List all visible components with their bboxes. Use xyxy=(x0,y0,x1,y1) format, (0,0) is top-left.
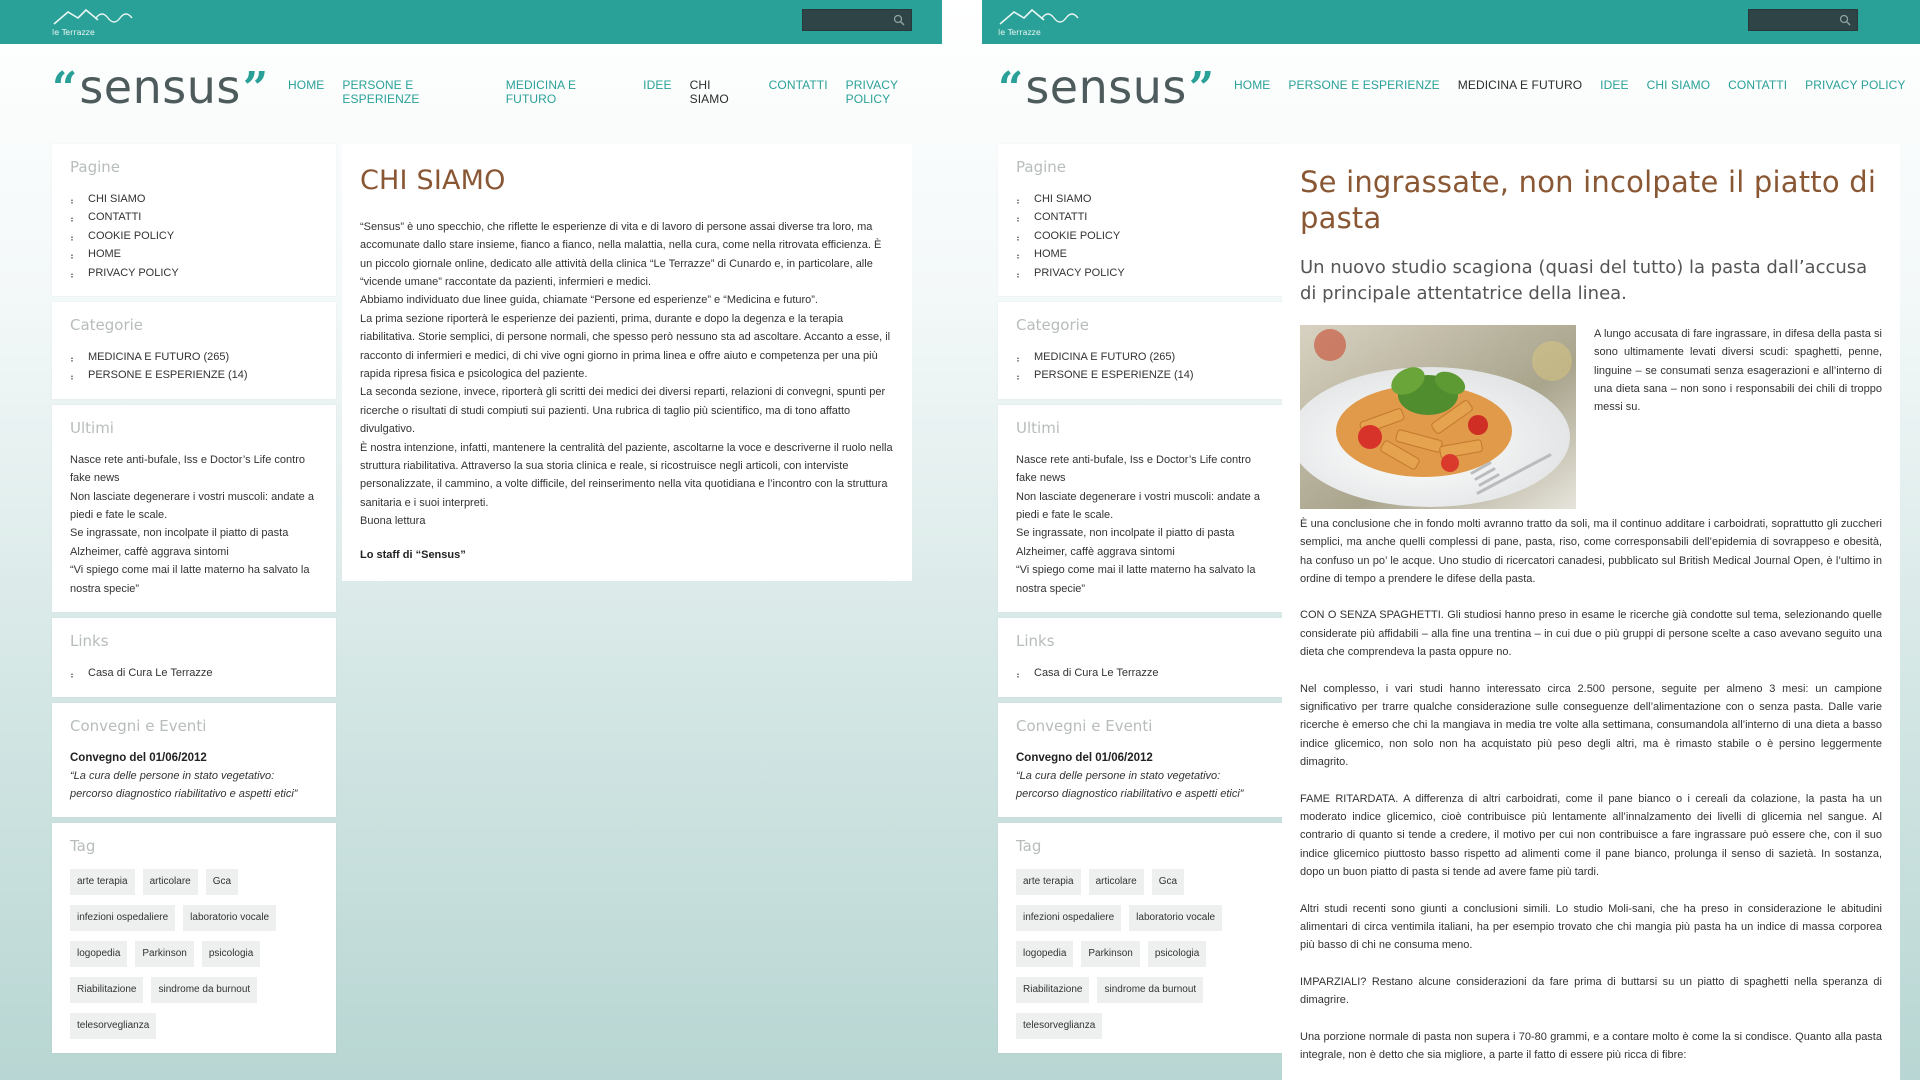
category-link[interactable]: ⠆ MEDICINA E FUTURO (265) xyxy=(70,348,318,366)
logo-close-quote: ” xyxy=(242,63,269,114)
sensus-logo[interactable] xyxy=(998,60,1215,116)
sidebar xyxy=(998,144,1282,1059)
tag-link[interactable]: psicologia xyxy=(1148,941,1206,967)
search-input[interactable] xyxy=(803,11,889,31)
le-terrazze-logo[interactable] xyxy=(52,6,142,40)
main-nav xyxy=(1234,78,1906,92)
tag-link[interactable]: Gca xyxy=(1152,869,1184,895)
bullet-icon: ⠆ xyxy=(70,214,77,225)
le-terrazze-logo[interactable] xyxy=(998,6,1088,40)
tag-link[interactable]: sindrome da burnout xyxy=(1097,977,1203,1003)
tag-link[interactable]: infezioni ospedaliere xyxy=(1016,905,1121,931)
recent-post-link[interactable]: Se ingrassate, non incolpate il piatto di pasta xyxy=(1016,527,1235,540)
events-widget xyxy=(52,703,336,817)
logo-open-quote: “ xyxy=(998,63,1024,114)
right-page-panel xyxy=(982,0,1920,1080)
tag-link[interactable]: laboratorio vocale xyxy=(1129,905,1222,931)
article-content xyxy=(1282,144,1900,1080)
events-widget xyxy=(998,703,1282,817)
links-widget xyxy=(52,618,336,696)
mountain-logo-icon xyxy=(52,6,142,28)
tag-link[interactable]: infezioni ospedaliere xyxy=(70,905,175,931)
tag-link[interactable]: Riabilitazione xyxy=(70,977,143,1003)
tag-link[interactable]: Parkinson xyxy=(1081,941,1139,967)
tag-link[interactable]: logopedia xyxy=(1016,941,1073,967)
tag-link[interactable]: arte terapia xyxy=(70,869,135,895)
nav-persone-e-esperienze[interactable]: PERSONE E ESPERIENZE xyxy=(342,78,420,106)
logo-word: sensus xyxy=(1025,60,1187,114)
pages-widget xyxy=(52,144,336,296)
page-link[interactable]: ⠆ COOKIE POLICY xyxy=(70,227,318,245)
nav-contatti[interactable]: CONTATTI xyxy=(768,78,828,92)
recent-post-link[interactable]: Se ingrassate, non incolpate il piatto di pasta xyxy=(70,527,289,540)
bullet-icon: ⠆ xyxy=(70,269,77,280)
top-bar xyxy=(982,0,1920,44)
top-logo-text: le Terrazze xyxy=(52,28,95,37)
nav-chi-siamo[interactable]: CHI SIAMO xyxy=(1646,78,1711,92)
pages-widget xyxy=(998,144,1282,296)
bullet-icon: ⠆ xyxy=(1016,232,1023,243)
search-icon[interactable] xyxy=(893,14,905,26)
recent-post-link[interactable]: Alzheimer, caffè aggrava sintomi xyxy=(1016,545,1175,558)
nav-idee[interactable]: IDEE xyxy=(643,78,672,92)
tag-link[interactable]: Gca xyxy=(206,869,238,895)
tag-link[interactable]: arte terapia xyxy=(1016,869,1081,895)
tag-link[interactable]: articolare xyxy=(143,869,198,895)
nav-privacy-policy[interactable]: PRIVACY POLICY xyxy=(1805,78,1906,92)
links-title: Links xyxy=(70,632,109,651)
mountain-logo-icon xyxy=(998,6,1088,28)
page-link[interactable]: ⠆ PRIVACY POLICY xyxy=(70,264,318,282)
event-description: “La cura delle persone in stato vegetativo: percorso diagnostico riabilitativo e aspetti etici” xyxy=(1016,769,1244,800)
recent-widget xyxy=(998,405,1282,612)
sensus-logo[interactable] xyxy=(52,60,269,116)
top-logo-text: le Terrazze xyxy=(998,28,1041,37)
categories-title: Categorie xyxy=(70,316,144,335)
page-link[interactable]: ⠆ CONTATTI xyxy=(70,208,318,226)
about-content xyxy=(342,144,912,581)
article-subtitle: Un nuovo studio scagiona (quasi del tutto) la pasta dall’accusa di principale attentatrice della linea. xyxy=(1300,256,1868,304)
article-paragraph: CON O SENZA SPAGHETTI. Gli studiosi hanno preso in esame le ricerche già condotte sul tema, selezionando quelle considerate più affidabili – alla fine una trentina – in cui due o più gruppi di persone scelte a caso avevano seguito una dieta che comprendeva la pasta oppure no. xyxy=(1300,609,1882,659)
tag-link[interactable]: psicologia xyxy=(202,941,260,967)
event-name[interactable]: Convegno del 01/06/2012 xyxy=(1016,751,1153,764)
bullet-icon: ⠆ xyxy=(1016,269,1023,280)
recent-post-link[interactable]: Nasce rete anti-bufale, Iss e Doctor’s Life contro fake news xyxy=(70,453,305,485)
events-title: Convegni e Eventi xyxy=(1016,716,1153,735)
nav-idee[interactable]: IDEE xyxy=(1600,78,1629,92)
page-link[interactable]: ⠆ CHI SIAMO xyxy=(70,190,318,208)
top-bar xyxy=(0,0,942,44)
tag-link[interactable]: telesorveglianza xyxy=(70,1013,156,1039)
main-nav xyxy=(288,78,942,106)
recent-post-link[interactable]: Non lasciate degenerare i vostri muscoli: andate a piedi e fate le scale. xyxy=(70,490,314,522)
tag-link[interactable]: Riabilitazione xyxy=(1016,977,1089,1003)
article-paragraph: È una conclusione che in fondo molti avranno tratto da soli, ma il continuo additare i carboidrati, soprattutto gli zuccheri semplici, ma anche quelli complessi di pane, pasta, riso, come corresponsabili dell’epidemia di sovrappeso e obesità, ha confuso un po’ le acque. Uno studio di ricercatori canadesi, pubblicato sul British Medical Journal Open, è l’ultimo in ordine di tempo a prendere le difese della pasta. xyxy=(1300,517,1882,585)
logo-word: sensus xyxy=(79,60,241,114)
page-link[interactable]: ⠆ COOKIE POLICY xyxy=(1016,227,1264,245)
bullet-icon: ⠆ xyxy=(70,196,77,206)
tag-link[interactable]: sindrome da burnout xyxy=(151,977,257,1003)
recent-post-link[interactable]: Alzheimer, caffè aggrava sintomi xyxy=(70,545,229,558)
category-link[interactable]: ⠆ MEDICINA E FUTURO (265) xyxy=(1016,348,1264,366)
page-link[interactable]: ⠆ HOME xyxy=(1016,245,1264,263)
nav-medicina-e-futuro[interactable]: MEDICINA E FUTURO xyxy=(1457,78,1583,92)
search-box[interactable] xyxy=(802,9,912,31)
bullet-icon: ⠆ xyxy=(70,372,77,383)
tags-widget xyxy=(998,823,1282,1053)
signature: Lo staff di “Sensus” xyxy=(360,548,466,561)
tags-widget xyxy=(52,823,336,1053)
pages-title: Pagine xyxy=(1016,158,1066,176)
bullet-icon: ⠆ xyxy=(1016,196,1023,206)
category-link[interactable]: ⠆ PERSONE E ESPERIENZE (14) xyxy=(70,366,318,384)
left-page-panel xyxy=(0,0,942,1080)
bullet-icon: ⠆ xyxy=(1016,354,1023,365)
tag-link[interactable]: articolare xyxy=(1089,869,1144,895)
paragraph: Abbiamo individuato due linee guida, chiamate “Persone ed esperienze” e “Medicina e futuro”. xyxy=(360,294,818,307)
page-link[interactable]: ⠆ PRIVACY POLICY xyxy=(1016,264,1264,282)
nav-home[interactable]: HOME xyxy=(1234,78,1271,92)
tag-link[interactable]: logopedia xyxy=(70,941,127,967)
search-icon[interactable] xyxy=(1839,14,1851,26)
article-paragraph: Una porzione normale di pasta non supera i 70-80 grammi, e a contare molto è come la si condisce. Quanto alla pasta integrale, non è detto che sia migliore, a parte il fatto di essere più ricca di fibre: xyxy=(1300,1030,1882,1062)
bullet-icon: ⠆ xyxy=(70,670,77,681)
pages-title: Pagine xyxy=(70,158,120,176)
recent-post-link[interactable]: Non lasciate degenerare i vostri muscoli: andate a piedi e fate le scale. xyxy=(1016,490,1260,522)
recent-widget xyxy=(52,405,336,612)
events-title: Convegni e Eventi xyxy=(70,716,207,735)
bullet-icon: ⠆ xyxy=(70,232,77,243)
categories-widget xyxy=(998,302,1282,399)
logo-close-quote: ” xyxy=(1188,63,1215,114)
nav-home[interactable]: HOME xyxy=(288,78,325,92)
bullet-icon: ⠆ xyxy=(1016,372,1023,383)
bullet-icon: ⠆ xyxy=(70,251,77,262)
paragraph: È nostra intenzione, infatti, mantenere la centralità del paziente, ascoltarne la voce e descriverne il ruolo nella struttura riabilitativa. Attraverso la sua storia clinica e reale, si ricostruisce negli articoli, con interviste personalizzate, il cammino, a volte difficile, del reinserimento nella vita quotidiana e l’incontro con la struttura sanitaria e i suoi interpreti. xyxy=(360,441,893,509)
event-name[interactable]: Convegno del 01/06/2012 xyxy=(70,751,207,764)
tag-link[interactable]: Parkinson xyxy=(135,941,193,967)
nav-medicina-e-futuro[interactable]: MEDICINA E FUTURO xyxy=(505,78,577,106)
nav-persone-e-esperienze[interactable]: PERSONE E ESPERIENZE xyxy=(1288,78,1440,92)
bullet-icon: ⠆ xyxy=(1016,214,1023,225)
external-link[interactable]: ⠆ Casa di Cura Le Terrazze xyxy=(1016,664,1264,682)
categories-title: Categorie xyxy=(1016,316,1090,335)
paragraph: La prima sezione riporterà le esperienze dei pazienti, prima, durante e dopo la degenza e la terapia riabilitativa. Storie semplici, di persone normali, che spesso però nessuno sta ad ascoltare. Accanto a esse, il racconto di infermieri e medici, di chi vive ogni giorno in prima linea e offre aiuto e competenza per una più rapida ripresa fisica e psicologica del paziente. xyxy=(360,312,891,380)
page-link[interactable]: ⠆ CONTATTI xyxy=(1016,208,1264,226)
tags-title: Tag xyxy=(1016,836,1042,855)
categories-widget xyxy=(52,302,336,399)
paragraph: “Sensus” è uno specchio, che riflette le esperienze di vita e di lavoro di persone assai diverse tra loro, ma accomunate dallo stare insieme, fianco a fianco, nella malattia, nella cura, come nella ritrovata efficienza. È un piccolo giornale online, dedicato alle attività della clinica “Le Terrazze” di Cunardo e, in particolare, alle “vicende umane” raccontate da pazienti, infermieri e medici. xyxy=(360,220,882,288)
article-paragraph: Nel complesso, i vari studi hanno interessato circa 2.500 persone, seguite per almeno 3 mesi: un campione significativo per trarre qualche considerazione sulle conseguenze dell’alimentazione con o senza pasta. Dalle varie ricerche è emerso che chi la mangiava in media tre volte alla settimana, consumandola all’interno di una dieta a basso indice glicemico, non solo non ha acquistato più peso degli altri, ma è rimasto stabile o è persino leggermente dimagrito. xyxy=(1300,682,1882,769)
article-paragraph: IMPARZIALI? Restano alcune considerazioni da fare prima di buttarsi su un piatto di spaghetti nella speranza di dimagrire. xyxy=(1300,975,1882,1007)
logo-open-quote: “ xyxy=(52,63,78,114)
recent-title: Ultimi xyxy=(1016,418,1060,437)
sidebar xyxy=(52,144,336,1059)
paragraph: La seconda sezione, invece, riporterà gli scritti dei medici dei diversi reparti, relazioni di convegni, spunti per ricerche o risultati di studi compiuti sui pazienti. Una rubrica di taglio più scientifico, ma di tono affatto divulgativo. xyxy=(360,386,886,436)
nav-contatti[interactable]: CONTATTI xyxy=(1728,78,1788,92)
recent-post-link[interactable]: Nasce rete anti-bufale, Iss e Doctor’s Life contro fake news xyxy=(1016,453,1251,485)
tag-link[interactable]: telesorveglianza xyxy=(1016,1013,1102,1039)
bullet-icon: ⠆ xyxy=(1016,251,1023,262)
article-intro: A lungo accusata di fare ingrassare, in difesa della pasta si sono ultimamente levati diversi scudi: spaghetti, penne, linguine – se consumati senza esagerazioni e all’interno di una dieta sana – non sono i responsabili dei chili di troppo messi su. xyxy=(1594,327,1882,414)
links-title: Links xyxy=(1016,632,1055,651)
recent-post-link[interactable]: “Vi spiego come mai il latte materno ha salvato la nostra specie” xyxy=(1016,564,1256,595)
bullet-icon: ⠆ xyxy=(70,354,77,365)
paragraph: Buona lettura xyxy=(360,515,426,528)
tags-title: Tag xyxy=(70,836,96,855)
external-link[interactable]: ⠆ Casa di Cura Le Terrazze xyxy=(70,664,318,682)
search-box[interactable] xyxy=(1748,9,1858,31)
nav-privacy-policy[interactable]: PRIVACY POLICY xyxy=(845,78,898,106)
tag-link[interactable]: laboratorio vocale xyxy=(183,905,276,931)
page-link[interactable]: ⠆ CHI SIAMO xyxy=(1016,190,1264,208)
bullet-icon: ⠆ xyxy=(1016,670,1023,681)
article-title: Se ingrassate, non incolpate il piatto di pasta xyxy=(1300,165,1877,236)
article-paragraph: Altri studi recenti sono giunti a conclusioni simili. Lo studio Moli-sani, che ha preso in considerazione le abitudini alimentari di circa ventimila italiani, ha per esempio trovato che chi mangia più pasta ha un indice di massa corporea più basso di chi ne consuma meno. xyxy=(1300,902,1882,952)
page-title: CHI SIAMO xyxy=(360,165,506,196)
article-paragraph: FAME RITARDATA. A differenza di altri carboidrati, come il pane bianco o i cereali da colazione, la pasta ha un moderato indice glicemico, cioè contribuisce più lentamente all’innalzamento dei livelli di glicemia nel sangue. Al contrario di quanto si tende a credere, il motivo per cui non contribuisce a fare ingrassare può essere che, con il suo indice glicemico piuttosto basso rispetto ad alimenti come il pane bianco, prolunga il senso di sazietà. In sostanza, dopo un buon piatto di pasta si tende ad avere fame più tardi. xyxy=(1300,792,1882,879)
event-description: “La cura delle persone in stato vegetativo: percorso diagnostico riabilitativo e aspetti etici” xyxy=(70,769,298,800)
pasta-dish-image xyxy=(1300,325,1576,509)
recent-post-link[interactable]: “Vi spiego come mai il latte materno ha salvato la nostra specie” xyxy=(70,564,310,595)
page-link[interactable]: ⠆ HOME xyxy=(70,245,318,263)
nav-chi-siamo[interactable]: CHI SIAMO xyxy=(689,78,729,106)
links-widget xyxy=(998,618,1282,696)
category-link[interactable]: ⠆ PERSONE E ESPERIENZE (14) xyxy=(1016,366,1264,384)
search-input[interactable] xyxy=(1749,11,1835,31)
recent-title: Ultimi xyxy=(70,418,114,437)
